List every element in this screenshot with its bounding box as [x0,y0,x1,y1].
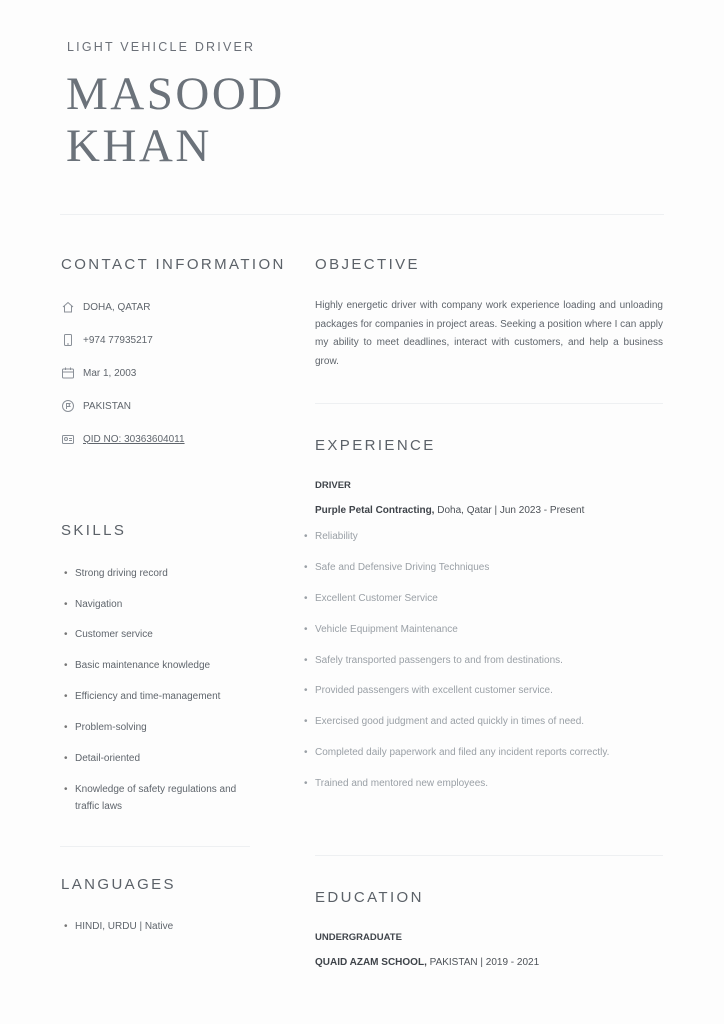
experience-bullet: • Trained and mentored new employees. [304,778,489,789]
education-heading: EDUCATION [315,889,424,906]
employer-line [315,505,584,516]
person-name [66,68,285,172]
nationality-text: PAKISTAN [83,400,131,412]
home-icon [61,300,75,314]
location-text: DOHA, QATAR [83,301,151,313]
contact-nationality [61,399,131,413]
experience-bullet: • Exercised good judgment and acted quickly in times of need. [304,716,585,727]
job-title: LIGHT VEHICLE DRIVER [67,40,256,54]
experience-bullet: • Safely transported passengers to and from destinations. [304,655,563,666]
employer-name: Purple Petal Contracting, [315,505,435,516]
skill-item: • Detail-oriented [64,753,141,764]
job-position: DRIVER [315,480,351,491]
skill-item: • Knowledge of safety regulations and traffic laws [64,784,237,812]
skill-item: • Strong driving record [64,568,168,579]
employer-details: Doha, Qatar | Jun 2023 - Present [434,505,585,516]
objective-text: Highly energetic driver with company work experience loading and unloading packages for companies in project areas. Seeking a position where I can apply my ability to meet deadlines, interact with customers, and help a business grow. [315,300,663,367]
divider [60,846,250,847]
divider [60,214,664,215]
skill-item: • Customer service [64,629,153,640]
divider [315,403,663,404]
qid-link[interactable]: QID NO: 30363604011 [83,433,185,445]
skill-item: • Basic maintenance knowledge [64,660,211,671]
experience-bullet: • Safe and Defensive Driving Techniques [304,562,490,573]
objective-heading: OBJECTIVE [315,256,420,273]
experience-heading: EXPERIENCE [315,437,436,454]
experience-bullet: • Excellent Customer Service [304,593,438,604]
contact-location [61,300,150,314]
phone-text: +974 77935217 [83,334,153,346]
first-name: MASOOD [66,68,285,120]
skill-item: • Navigation [64,599,123,610]
languages-heading: LANGUAGES [61,876,176,893]
language-item: • HINDI, URDU | Native [64,921,174,932]
experience-bullet: • Completed daily paperwork and filed any incident reports correctly. [304,747,610,758]
experience-bullet: • Reliability [304,531,358,542]
contact-heading: CONTACT INFORMATION [61,256,286,273]
experience-bullet: • Provided passengers with excellent customer service. [304,685,553,696]
education-degree: UNDERGRADUATE [315,932,402,943]
skills-heading: SKILLS [61,522,127,539]
school-details: PAKISTAN | 2019 - 2021 [426,957,540,968]
contact-phone [61,333,153,347]
divider [315,855,663,856]
birthdate-text: Mar 1, 2003 [83,367,137,379]
id-card-icon [61,432,75,446]
school-name: QUAID AZAM SCHOOL, [315,957,427,968]
calendar-icon [61,366,75,380]
flag-icon [61,399,75,413]
skill-item: • Problem-solving [64,722,147,733]
phone-icon [61,333,75,347]
contact-birthdate [61,366,136,380]
contact-id [61,432,185,446]
experience-bullet: • Vehicle Equipment Maintenance [304,624,458,635]
skill-item: • Efficiency and time-management [64,691,221,702]
education-school-line [315,957,539,968]
last-name: KHAN [66,120,212,172]
